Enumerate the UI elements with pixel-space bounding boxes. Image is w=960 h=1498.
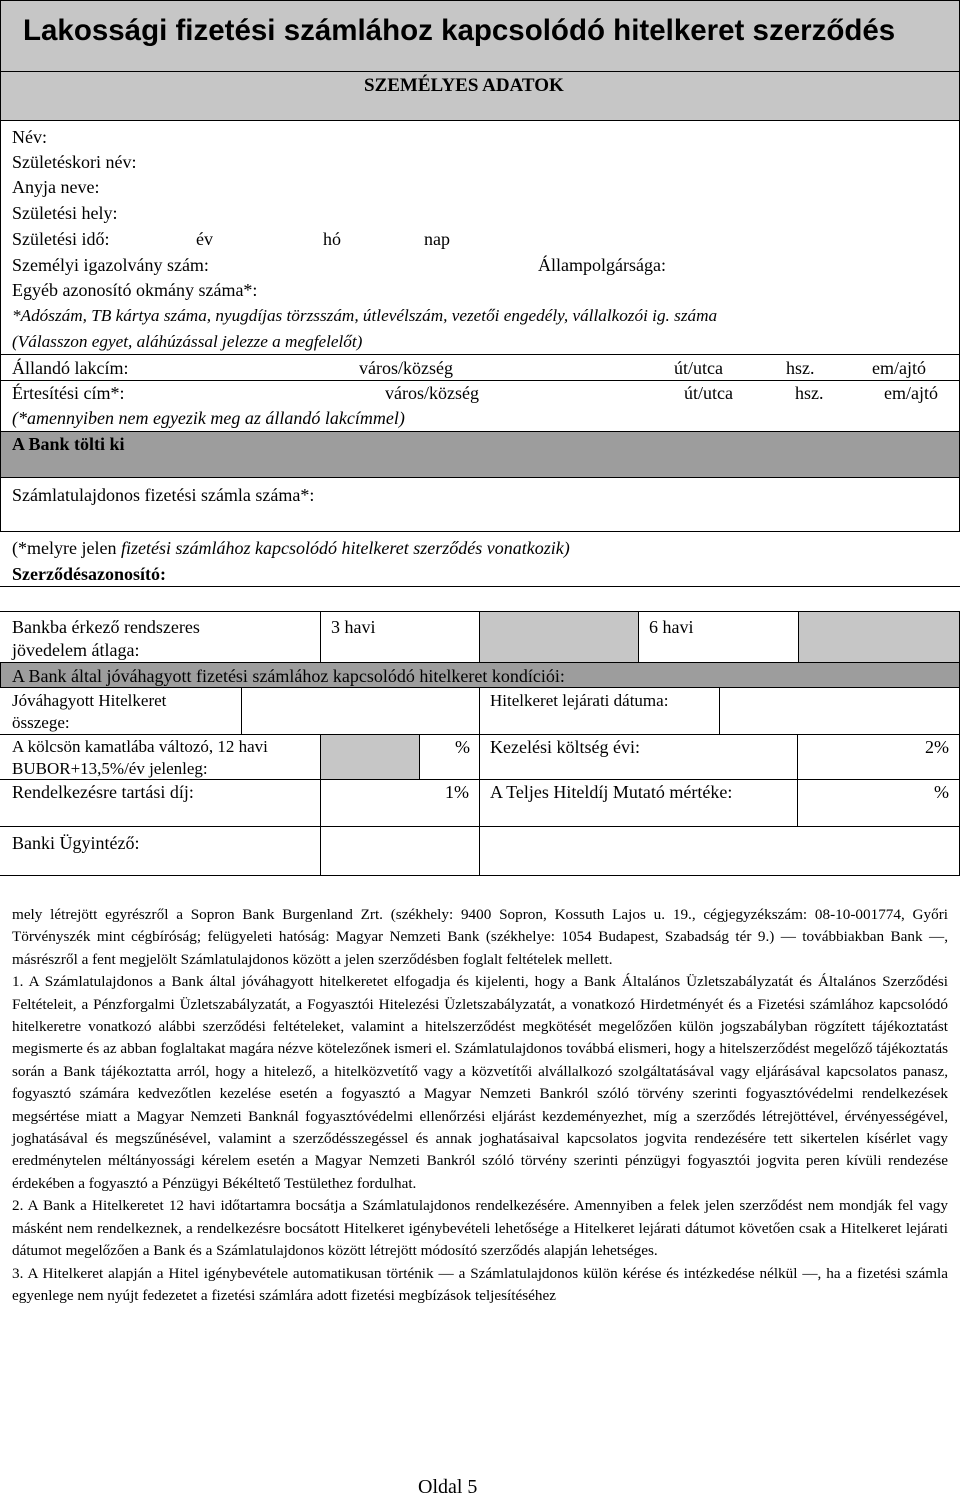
approved-label-line2: összege:	[12, 713, 70, 732]
permanent-address-field[interactable]: Állandó lakcím:	[12, 358, 129, 378]
clerk-signature-field[interactable]	[479, 826, 960, 876]
clause-2: 2. A Bank a Hitelkeretet 12 havi időtartamra bocsátja a Számlatulajdonos rendelkezésére. Amennyiben a felek jelen szerződést nem mondják fel vagy másként nem rendelkeznek, a rendelkezésre bocsátott Hitelkeret igénybevételi lehetősége a Hitelkeret lejárati dátumot követően csak a Hitelkeret lejárati dátumot megelőzően a Bank és a Számlatulajdonos között létrejött módosító szerződés alapján lehetséges.	[12, 1197, 948, 1260]
availability-fee-value: 1%	[445, 782, 469, 802]
birth-month-label: hó	[323, 229, 341, 249]
title-bar	[0, 0, 960, 72]
name-field[interactable]: Név:	[12, 127, 47, 147]
thm-cell[interactable]	[797, 779, 960, 827]
notify-door-label: em/ajtó	[884, 383, 938, 403]
contract-id-field[interactable]: Szerződésazonosító:	[12, 564, 166, 584]
interest-rate-field[interactable]	[320, 734, 420, 780]
clerk-label: Banki Ügyintéző:	[12, 833, 140, 853]
address-divider	[0, 354, 960, 355]
interest-unit: %	[455, 737, 470, 757]
three-month-value-field[interactable]	[479, 611, 639, 663]
other-id-note: *Adószám, TB kártya száma, nyugdíjas törzsszám, útlevélszám, vezetői engedély, vállalkozói ig. száma	[12, 306, 718, 325]
permanent-street-label: út/utca	[674, 358, 723, 378]
conditions-header	[0, 662, 960, 688]
other-id-field[interactable]: Egyéb azonosító okmány száma*:	[12, 280, 258, 300]
availability-fee-label: Rendelkezésre tartási díj:	[12, 782, 194, 802]
conditions-title: A Bank által jóváhagyott fizetési számlához kapcsolódó hitelkeret kondíciói:	[12, 666, 565, 686]
birth-year-label: év	[196, 229, 213, 249]
section-header	[0, 71, 960, 121]
three-month-label: 3 havi	[331, 617, 376, 637]
birth-place-field[interactable]: Születési hely:	[12, 203, 118, 223]
address-divider-2	[0, 380, 960, 381]
page-number: Oldal 5	[418, 1476, 478, 1498]
thm-unit: %	[934, 782, 949, 802]
id-card-field[interactable]: Személyi igazolvány szám:	[12, 255, 209, 275]
notify-house-label: hsz.	[795, 383, 824, 403]
approved-amount-field[interactable]	[241, 687, 480, 735]
page-title: Lakossági fizetési számlához kapcsolódó hitelkeret szerződés	[23, 14, 896, 47]
handling-fee-cell	[797, 734, 960, 780]
clerk-name-field[interactable]	[320, 826, 480, 876]
account-note-italic: fizetési számlához kapcsolódó hitelkeret szerződés vonatkozik)	[120, 538, 570, 558]
income-label-line2: jövedelem átlaga:	[12, 640, 140, 660]
contract-text	[12, 904, 948, 1307]
bank-section-header	[0, 431, 960, 478]
section-title: SZEMÉLYES ADATOK	[364, 75, 564, 96]
bank-fills-label: A Bank tölti ki	[12, 434, 125, 454]
other-id-instruction: (Válasszon egyet, aláhúzással jelezze a megfelelőt)	[12, 332, 363, 351]
handling-fee-value: 2%	[925, 737, 949, 757]
notify-city-label: város/község	[385, 383, 479, 403]
permanent-city-label: város/község	[359, 358, 453, 378]
income-label-line1: Bankba érkező rendszeres	[12, 617, 200, 637]
address-note: (*amennyiben nem egyezik meg az állandó lakcímmel)	[12, 408, 405, 428]
six-month-label: 6 havi	[649, 617, 694, 637]
account-note	[12, 537, 570, 559]
mother-name-field[interactable]: Anyja neve:	[12, 177, 100, 197]
interest-label-line1: A kölcsön kamatlába változó, 12 havi	[12, 737, 268, 756]
three-month-cell	[320, 611, 480, 663]
six-month-cell	[638, 611, 799, 663]
six-month-value-field[interactable]	[798, 611, 960, 663]
expiry-label: Hitelkeret lejárati dátuma:	[490, 691, 669, 710]
birth-day-label: nap	[424, 229, 450, 249]
expiry-date-field[interactable]	[719, 687, 960, 735]
account-number-field[interactable]: Számlatulajdonos fizetési számla száma*:	[12, 485, 315, 505]
interest-label-line2: BUBOR+13,5%/év jelenleg:	[12, 759, 208, 778]
birth-date-field[interactable]: Születési idő:	[12, 229, 110, 249]
account-note-prefix: (*melyre jelen	[12, 538, 121, 558]
birth-name-field[interactable]: Születéskori név:	[12, 152, 137, 172]
clause-3: 3. A Hitelkeret alapján a Hitel igénybevétele automatikusan történik — a Számlatulajdonos külön kérése és intézkedése nélkül —, ha a fizetési számla egyenlege nem nyújt fedezetet a fizetési számlára adott fizetési megbízások teljesítéséhez	[12, 1264, 948, 1304]
account-number-row	[0, 477, 960, 532]
clause-1: 1. A Számlatulajdonos a Bank által jóváhagyott hitelkeretet elfogadja és kijelenti, hogy a Bank Általános Üzletszabályzatát és Általános Szerződési Feltételeit, a Pénzforgalmi Üzletszabályzatát, a Fogyasztói Hitelezési Üzletszabályzatát, a vonatkozó Hirdetményét és a Fizetési számlához kapcsolódó hitelkeretre vonatkozó alábbi szerződési feltételeket, valamint a hitelszerződést megkötését megelőzően külön jogszabályban rögzített tájékoztatást megismerte és az abban foglaltakat magára nézve kötelezőnek ismeri el. Számlatulajdonos továbbá elismeri, hogy a hitelszerződést megelőző tájékoztatás során a Bank tájékoztatta arról, hogy a hitelező, a hitelközvetítő vagy a közvetítői alvállalkozó szolgáltatásával vagy eljárásával kapcsolatos panasz, fogyasztó számára kedvezőtlen kezelése esetén a fogyasztó a Magyar Nemzeti Bankról szóló törvény szerinti fogyasztóvédelmi rendelkezések megsértése miatt a Magyar Nemzeti Banknál fogyasztóvédelmi ellenőrzési eljárást kezdeményezhet, míg a szerződés létrejöttével, érvényességével, joghatásával és megszűnésével, valamint a szerződésszegéssel és annak joghatásaival kapcsolatos jogvita rendezésére tett sikertelen kísérlet vagy eredménytelen méltányossági kérelem esetén a Magyar Nemzeti Bankról szóló törvény szerinti pénzügyi fogyasztói jogvita peren kívüli rendezése érdekében a fogyasztó a Pénzügyi Békéltető Testülethez fordulhat.	[12, 973, 948, 1192]
permanent-door-label: em/ajtó	[872, 358, 926, 378]
thm-label: A Teljes Hiteldíj Mutató mértéke:	[490, 782, 733, 802]
contract-intro: mely létrejött egyrészről a Sopron Bank Burgenland Zrt. (székhely: 9400 Sopron, Kossuth Lajos u. 19., cégjegyzékszám: 08-10-001774, Győri Törvényszék mint cégbíróság; felügyeleti hatóság: Magyar Nemzeti Bank (székhelye: 1054 Budapest, Szabadság tér 9.) — továbbiakban Bank —, másrészről a fent megjelölt Számlatulajdonos között a jelen szerződésben foglalt feltételek mellett.	[12, 906, 948, 968]
notify-address-field[interactable]: Értesítési cím*:	[12, 383, 125, 403]
availability-fee-cell	[320, 779, 480, 827]
citizenship-field[interactable]: Állampolgársága:	[538, 255, 666, 275]
permanent-house-label: hsz.	[786, 358, 815, 378]
interest-cell-divider	[479, 734, 480, 780]
notify-street-label: út/utca	[684, 383, 733, 403]
contract-divider	[0, 586, 960, 587]
handling-fee-label: Kezelési költség évi:	[490, 737, 640, 757]
approved-label-line1: Jóváhagyott Hitelkeret	[12, 691, 167, 710]
